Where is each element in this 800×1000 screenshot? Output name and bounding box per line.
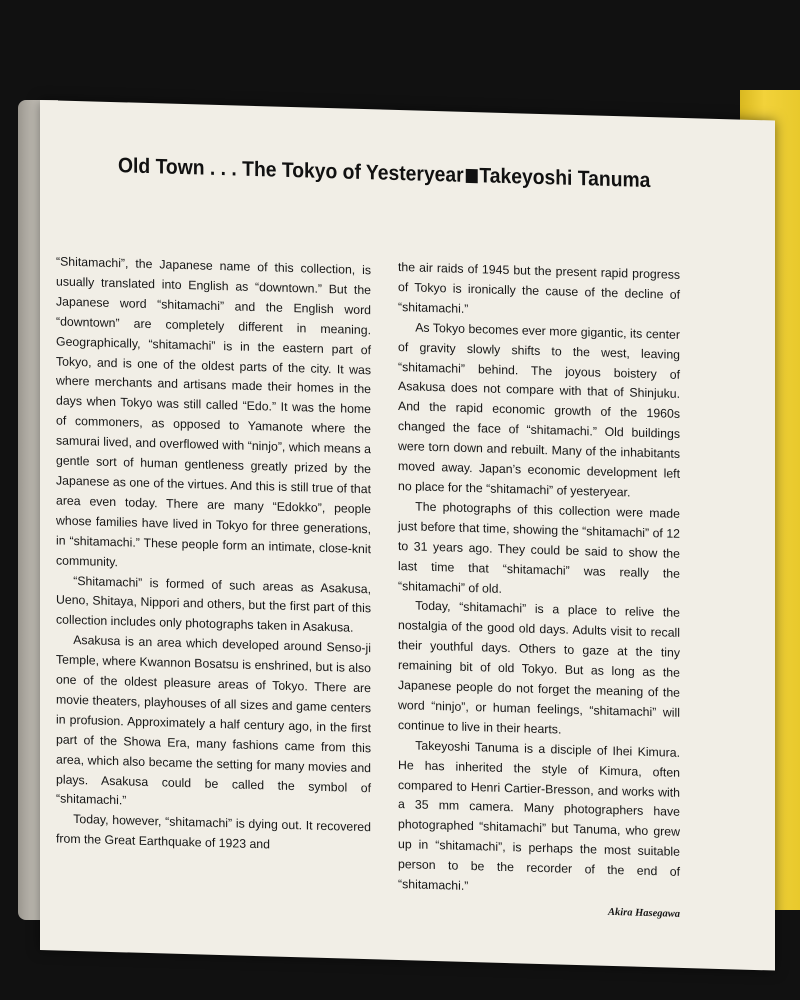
paragraph: As Tokyo becomes ever more gigantic, its center of gravity slowly shifts to the west, leaving “shitamachi” behind. The joyous boistery of Asakusa does not compare with that of Shinjuku. And the rapid economic growth of the 1960s changed the face of “shitamachi.” Old buildings were torn down and rebuilt. Many of the inhabitants moved away. Japan’s economic development left no place for the “shitamachi” of yesteryear.	[398, 320, 680, 500]
paragraph: “Shitamachi”, the Japanese name of this collection, is usually translated into English as “downtown.” But the Japanese word “shitamachi” and the English word “downtown” are completely different in meaning. Geographically, “shitamachi” is in the eastern part of Tokyo, and is one of the oldest parts of the city. It was where merchants and artisans made their homes in the days when Tokyo was still called “Edo.” It was the home of commoners, as opposed to Yamanote where the samurai lived, and overflowed with “ninjo”, which means a gentle sort of human gentleness greatly prized by the Japanese as one of the virtues. And this is still true of that area even today. There are many “Edokko”, people whose families have lived in Tokyo for three generations, in “shitamachi.” These people form an intimate, close-knit community.	[56, 254, 371, 569]
right-column	[398, 258, 680, 925]
paragraph: Takeyoshi Tanuma is a disciple of Ihei Kimura. He has inherited the style of Kimura, often compared to Henri Cartier-Bresson, and works with a 35 mm camera. Many photographers have photographed “shitamachi” but Tanuma, who grew up in “shitamachi”, is perhaps the most suitable person to be the recorder of the end of “shitamachi.”	[398, 738, 680, 894]
signature: Akira Hasegawa	[607, 906, 680, 920]
paragraph: Today, “shitamachi” is a place to relive the nostalgia of the good old days. Adults visit to recall their youthful days. Others to gaze at the tiny remaining bit of old Tokyo. But as long as the Japanese people do not forget the meaning of the word “ninjo”, or human feelings, “shitamachi” will continue to live in their hearts.	[398, 598, 680, 737]
title-main: Old Town . . . The Tokyo of Yesteryear	[118, 154, 464, 187]
paragraph: “Shitamachi” is formed of such areas as Asakusa, Ueno, Shitaya, Nippori and others, but the first part of this collection includes only photographs taken in Asakusa.	[56, 573, 371, 636]
title-author: Takeyoshi Tanuma	[479, 164, 651, 193]
page-title	[118, 154, 686, 194]
paragraph: Asakusa is an area which developed around Senso-ji Temple, where Kwannon Bosatsu is enshrined, but is also one of the oldest pleasure areas of Tokyo. There are movie theaters, playhouses of all sizes and game centers in profusion. Approximately a half century ago, in the first part of the Showa Era, many fashions came from this area, which also became the setting for many movies and plays. Asakusa could be called the symbol of “shitamachi.”	[56, 633, 371, 808]
paragraph: The photographs of this collection were made just before that time, showing the “shitamachi” of 12 to 31 years ago. They could be said to show the last time that “shitamachi” was really the “shitamachi” of old.	[398, 499, 680, 596]
paragraph: the air raids of 1945 but the present rapid progress of Tokyo is ironically the cause of the decline of “shitamachi.”	[398, 259, 680, 316]
left-column	[56, 252, 371, 858]
paragraph: Today, however, “shitamachi” is dying out. It recovered from the Great Earthquake of 1923 and	[56, 812, 371, 852]
title-separator-square	[466, 169, 478, 183]
book-page	[40, 100, 775, 971]
